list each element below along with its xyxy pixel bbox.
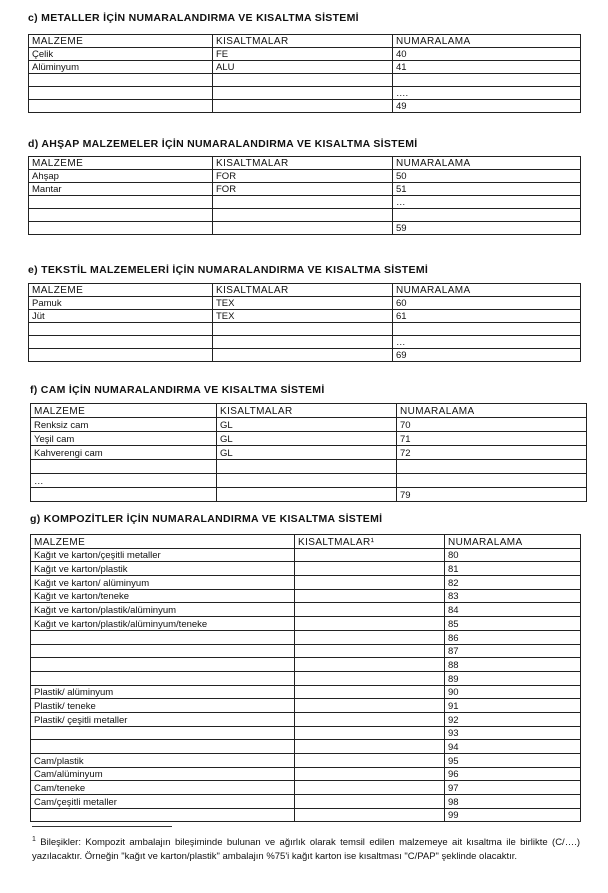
- number-cell: 82: [445, 576, 581, 590]
- table-row: [31, 754, 581, 768]
- abbreviation-cell: [295, 740, 445, 754]
- table-row: [29, 48, 581, 61]
- column-header: MALZEME: [31, 404, 217, 418]
- number-cell: 80: [445, 548, 581, 562]
- column-header: NUMARALAMA: [393, 157, 581, 170]
- abbreviation-cell: [213, 222, 393, 235]
- table-row: [31, 474, 587, 488]
- number-cell: 84: [445, 603, 581, 617]
- number-cell: …: [393, 336, 581, 349]
- material-cell: [29, 222, 213, 235]
- column-header: KISALTMALAR: [213, 284, 393, 297]
- column-header: MALZEME: [29, 284, 213, 297]
- abbreviation-cell: [295, 562, 445, 576]
- number-cell: [393, 209, 581, 222]
- material-cell: Pamuk: [29, 297, 213, 310]
- number-cell: …: [393, 196, 581, 209]
- abbreviation-cell: [213, 100, 393, 113]
- material-cell: Kağıt ve karton/ alüminyum: [31, 576, 295, 590]
- abbreviation-cell: [295, 795, 445, 809]
- table-header-row: [31, 404, 587, 418]
- material-cell: Mantar: [29, 183, 213, 196]
- abbreviation-cell: [213, 209, 393, 222]
- material-cell: [31, 460, 217, 474]
- material-cell: Plastik/ alüminyum: [31, 685, 295, 699]
- table-row: [31, 671, 581, 685]
- abbreviation-cell: [295, 658, 445, 672]
- table-header-row: [29, 284, 581, 297]
- abbreviation-cell: [213, 336, 393, 349]
- number-cell: ….: [393, 87, 581, 100]
- number-cell: 85: [445, 617, 581, 631]
- abbreviation-cell: [295, 603, 445, 617]
- material-cell: [29, 100, 213, 113]
- table-row: [31, 446, 587, 460]
- abbreviation-cell: [295, 754, 445, 768]
- abbreviation-cell: TEX: [213, 297, 393, 310]
- table-header-row: [29, 35, 581, 48]
- table-row: [31, 781, 581, 795]
- table-row: [29, 336, 581, 349]
- abbreviation-cell: [295, 548, 445, 562]
- number-cell: 69: [393, 349, 581, 362]
- material-cell: Kağıt ve karton/çeşitli metaller: [31, 548, 295, 562]
- table-kompozit: [30, 534, 581, 822]
- abbreviation-cell: FOR: [213, 183, 393, 196]
- abbreviation-cell: [295, 644, 445, 658]
- number-cell: 91: [445, 699, 581, 713]
- table-row: [29, 323, 581, 336]
- abbreviation-cell: [295, 781, 445, 795]
- material-cell: [29, 209, 213, 222]
- number-cell: 95: [445, 754, 581, 768]
- material-cell: [31, 671, 295, 685]
- table-row: [31, 726, 581, 740]
- section-title-metaller: c) METALLER İÇİN NUMARALANDIRMA VE KISALTMA SİSTEMİ: [28, 12, 359, 24]
- number-cell: [397, 460, 587, 474]
- abbreviation-cell: [213, 87, 393, 100]
- abbreviation-cell: TEX: [213, 310, 393, 323]
- table-row: [31, 685, 581, 699]
- number-cell: 49: [393, 100, 581, 113]
- abbreviation-cell: [213, 74, 393, 87]
- material-cell: [29, 349, 213, 362]
- material-cell: Cam/alüminyum: [31, 767, 295, 781]
- table-row: [29, 209, 581, 222]
- number-cell: [397, 474, 587, 488]
- abbreviation-cell: [295, 630, 445, 644]
- material-cell: Renksiz cam: [31, 418, 217, 432]
- material-cell: Cam/plastik: [31, 754, 295, 768]
- material-cell: Çelik: [29, 48, 213, 61]
- number-cell: 72: [397, 446, 587, 460]
- material-cell: Plastik/ çeşitli metaller: [31, 712, 295, 726]
- number-cell: 51: [393, 183, 581, 196]
- material-cell: Ahşap: [29, 170, 213, 183]
- number-cell: 61: [393, 310, 581, 323]
- column-header: NUMARALAMA: [397, 404, 587, 418]
- number-cell: 87: [445, 644, 581, 658]
- number-cell: 70: [397, 418, 587, 432]
- material-cell: Kağıt ve karton/plastik/alüminyum/teneke: [31, 617, 295, 631]
- material-cell: [29, 323, 213, 336]
- abbreviation-cell: [295, 712, 445, 726]
- material-cell: [31, 808, 295, 822]
- column-header: NUMARALAMA: [393, 284, 581, 297]
- number-cell: 99: [445, 808, 581, 822]
- table-row: [29, 183, 581, 196]
- column-header: MALZEME: [29, 35, 213, 48]
- table-row: [31, 658, 581, 672]
- material-cell: [29, 87, 213, 100]
- footnote: [32, 833, 580, 864]
- table-row: [31, 589, 581, 603]
- table-tekstil: [28, 283, 581, 362]
- table-row: [29, 61, 581, 74]
- number-cell: 98: [445, 795, 581, 809]
- abbreviation-cell: GL: [217, 446, 397, 460]
- column-header: KISALTMALAR: [213, 157, 393, 170]
- table-row: [29, 222, 581, 235]
- table-row: [31, 576, 581, 590]
- number-cell: [393, 323, 581, 336]
- material-cell: [31, 740, 295, 754]
- abbreviation-cell: [295, 589, 445, 603]
- number-cell: 79: [397, 488, 587, 502]
- number-cell: 96: [445, 767, 581, 781]
- abbreviation-cell: [295, 576, 445, 590]
- table-row: [31, 460, 587, 474]
- number-cell: 81: [445, 562, 581, 576]
- table-row: [31, 740, 581, 754]
- table-row: [31, 795, 581, 809]
- material-cell: [31, 644, 295, 658]
- table-row: [31, 630, 581, 644]
- abbreviation-cell: [295, 685, 445, 699]
- table-row: [29, 349, 581, 362]
- material-cell: [29, 196, 213, 209]
- table-row: [31, 562, 581, 576]
- table-row: [31, 699, 581, 713]
- table-row: [29, 196, 581, 209]
- abbreviation-cell: GL: [217, 418, 397, 432]
- footnote-rule: [32, 826, 172, 827]
- material-cell: Jüt: [29, 310, 213, 323]
- number-cell: 92: [445, 712, 581, 726]
- table-cam: [30, 403, 587, 502]
- number-cell: 90: [445, 685, 581, 699]
- table-row: [29, 297, 581, 310]
- abbreviation-cell: GL: [217, 432, 397, 446]
- footnote-text: Bileşikler: Kompozit ambalajın bileşiminde bulunan ve ağırlık olarak temsil edilen malzemeye ait kısaltma ile birlikte (C/….) yazılacaktır. Örneğin "kağıt ve karton/plastik" ambalajın %75'i kağıt karton ise kısaltması "C/PAP" şeklinde olacaktır.: [32, 837, 580, 863]
- table-row: [29, 170, 581, 183]
- table-row: [29, 310, 581, 323]
- section-title-tekstil: e) TEKSTİL MALZEMELERİ İÇİN NUMARALANDIRMA VE KISALTMA SİSTEMİ: [28, 264, 429, 276]
- table-row: [31, 432, 587, 446]
- abbreviation-cell: [295, 726, 445, 740]
- column-header: MALZEME: [31, 535, 295, 549]
- table-row: [31, 617, 581, 631]
- material-cell: …: [31, 474, 217, 488]
- table-row: [31, 418, 587, 432]
- section-title-kompozit: g) KOMPOZİTLER İÇİN NUMARALANDIRMA VE KISALTMA SİSTEMİ: [30, 513, 383, 525]
- abbreviation-cell: [213, 349, 393, 362]
- material-cell: [31, 726, 295, 740]
- material-cell: [31, 630, 295, 644]
- column-header: KISALTMALAR: [217, 404, 397, 418]
- column-header: KISALTMALAR: [213, 35, 393, 48]
- abbreviation-cell: [217, 460, 397, 474]
- number-cell: 86: [445, 630, 581, 644]
- section-title-ahsap: d) AHŞAP MALZEMELER İÇİN NUMARALANDIRMA VE KISALTMA SİSTEMİ: [28, 138, 418, 150]
- column-header: NUMARALAMA: [445, 535, 581, 549]
- footnote-mark: 1: [32, 836, 36, 843]
- table-header-row: [29, 157, 581, 170]
- table-row: [31, 603, 581, 617]
- table-row: [29, 87, 581, 100]
- table-metaller: [28, 34, 581, 113]
- number-cell: 97: [445, 781, 581, 795]
- abbreviation-cell: [213, 323, 393, 336]
- table-row: [31, 644, 581, 658]
- material-cell: [29, 336, 213, 349]
- number-cell: 59: [393, 222, 581, 235]
- number-cell: 40: [393, 48, 581, 61]
- table-row: [31, 712, 581, 726]
- abbreviation-cell: [213, 196, 393, 209]
- number-cell: 60: [393, 297, 581, 310]
- table-header-row: [31, 535, 581, 549]
- abbreviation-cell: [295, 808, 445, 822]
- number-cell: 89: [445, 671, 581, 685]
- abbreviation-cell: ALU: [213, 61, 393, 74]
- material-cell: Kağıt ve karton/plastik: [31, 562, 295, 576]
- material-cell: Cam/teneke: [31, 781, 295, 795]
- number-cell: [393, 74, 581, 87]
- material-cell: [31, 658, 295, 672]
- material-cell: [29, 74, 213, 87]
- section-title-cam: f) CAM İÇİN NUMARALANDIRMA VE KISALTMA SİSTEMİ: [30, 384, 325, 396]
- table-row: [31, 767, 581, 781]
- material-cell: Plastik/ teneke: [31, 699, 295, 713]
- abbreviation-cell: [295, 671, 445, 685]
- number-cell: 41: [393, 61, 581, 74]
- table-row: [31, 488, 587, 502]
- table-row: [29, 100, 581, 113]
- material-cell: Kağıt ve karton/plastik/alüminyum: [31, 603, 295, 617]
- abbreviation-cell: [217, 474, 397, 488]
- table-ahsap: [28, 156, 581, 235]
- number-cell: 71: [397, 432, 587, 446]
- abbreviation-cell: FE: [213, 48, 393, 61]
- column-header: MALZEME: [29, 157, 213, 170]
- column-header: NUMARALAMA: [393, 35, 581, 48]
- material-cell: Alüminyum: [29, 61, 213, 74]
- column-header: KISALTMALAR¹: [295, 535, 445, 549]
- material-cell: [31, 488, 217, 502]
- abbreviation-cell: [295, 699, 445, 713]
- number-cell: 83: [445, 589, 581, 603]
- abbreviation-cell: [295, 617, 445, 631]
- number-cell: 50: [393, 170, 581, 183]
- table-row: [31, 548, 581, 562]
- abbreviation-cell: [217, 488, 397, 502]
- table-row: [31, 808, 581, 822]
- material-cell: Kahverengi cam: [31, 446, 217, 460]
- material-cell: Yeşil cam: [31, 432, 217, 446]
- abbreviation-cell: [295, 767, 445, 781]
- number-cell: 88: [445, 658, 581, 672]
- abbreviation-cell: FOR: [213, 170, 393, 183]
- number-cell: 93: [445, 726, 581, 740]
- material-cell: Kağıt ve karton/teneke: [31, 589, 295, 603]
- material-cell: Cam/çeşitli metaller: [31, 795, 295, 809]
- number-cell: 94: [445, 740, 581, 754]
- table-row: [29, 74, 581, 87]
